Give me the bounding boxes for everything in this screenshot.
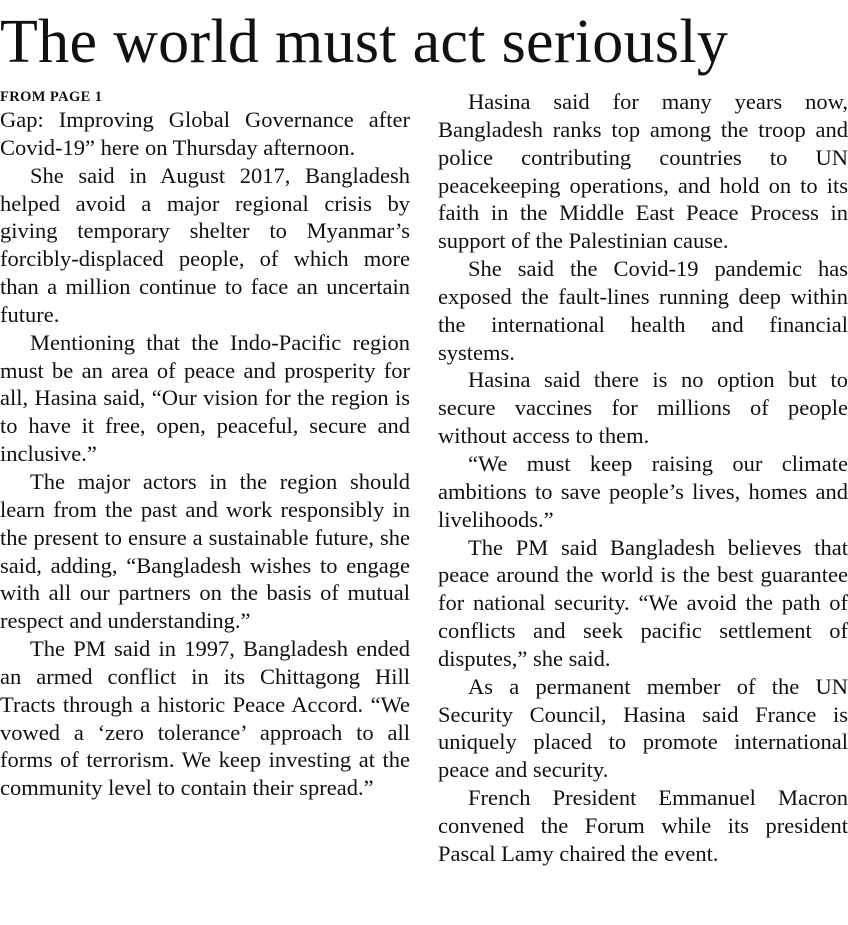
paragraph-forum-convened: French President Emmanuel Macron convened the Forum while its president Pascal Lamy chaired the event. (438, 785, 848, 866)
paragraph-climate-quote: “We must keep raising our climate ambitions to save people’s lives, homes and livelihoods.” (438, 450, 848, 532)
paragraph-covid-fault-lines: She said the Covid-19 pandemic has exposed the fault-lines running deep within the international health and financial systems. (438, 256, 848, 365)
headline: The world must act seriously (0, 8, 729, 76)
paragraph-security-council: As a permanent member of the UN Security Council, Hasina said France is uniquely placed to promote international peace and security. (438, 673, 848, 783)
paragraph-major-actors: The major actors in the region should learn from the past and work responsibly in the present to ensure a sustainable future, she said, adding, “Bangladesh wishes to engage with all our partners on the basis of mutual respect and understanding.” (0, 468, 410, 634)
jump-line: FROM PAGE 1 (0, 89, 103, 105)
paragraph-national-security: The PM said Bangladesh believes that peace around the world is the best guarantee for national security. “We avoid the path of conflicts and seek pacific settlement of disputes,” she said. (438, 534, 848, 671)
right-column (438, 88, 848, 868)
paragraph-peace-accord: The PM said in 1997, Bangladesh ended an armed conflict in its Chittagong Hill Tracts through a historic Peace Accord. “We vowed a ‘zero tolerance’ approach to all forms of terrorism. We keep investing at the community level to contain their spread.” (0, 636, 410, 801)
paragraph-rohingya-shelter: She said in August 2017, Bangladesh helped avoid a major regional crisis by giving temporary shelter to Myanmar’s forcibly-displaced people, of which more than a million continue to face an uncertain future. (0, 162, 410, 327)
paragraph-vaccines: Hasina said there is no option but to secure vaccines for millions of people without access to them. (438, 367, 848, 449)
paragraph-continuation: Gap: Improving Global Governance after Covid-19” here on Thursday afternoon. (0, 107, 410, 160)
paragraph-peacekeeping: Hasina said for many years now, Bangladesh ranks top among the troop and police contributing countries to UN peacekeeping operations, and hold on to its faith in the Middle East Peace Process in support of the Palestinian cause. (438, 89, 848, 254)
paragraph-indo-pacific: Mentioning that the Indo-Pacific region must be an area of peace and prosperity for all, Hasina said, “Our vision for the region is to have it free, open, peaceful, secure and inclusive.” (0, 329, 410, 467)
left-column (0, 88, 410, 802)
